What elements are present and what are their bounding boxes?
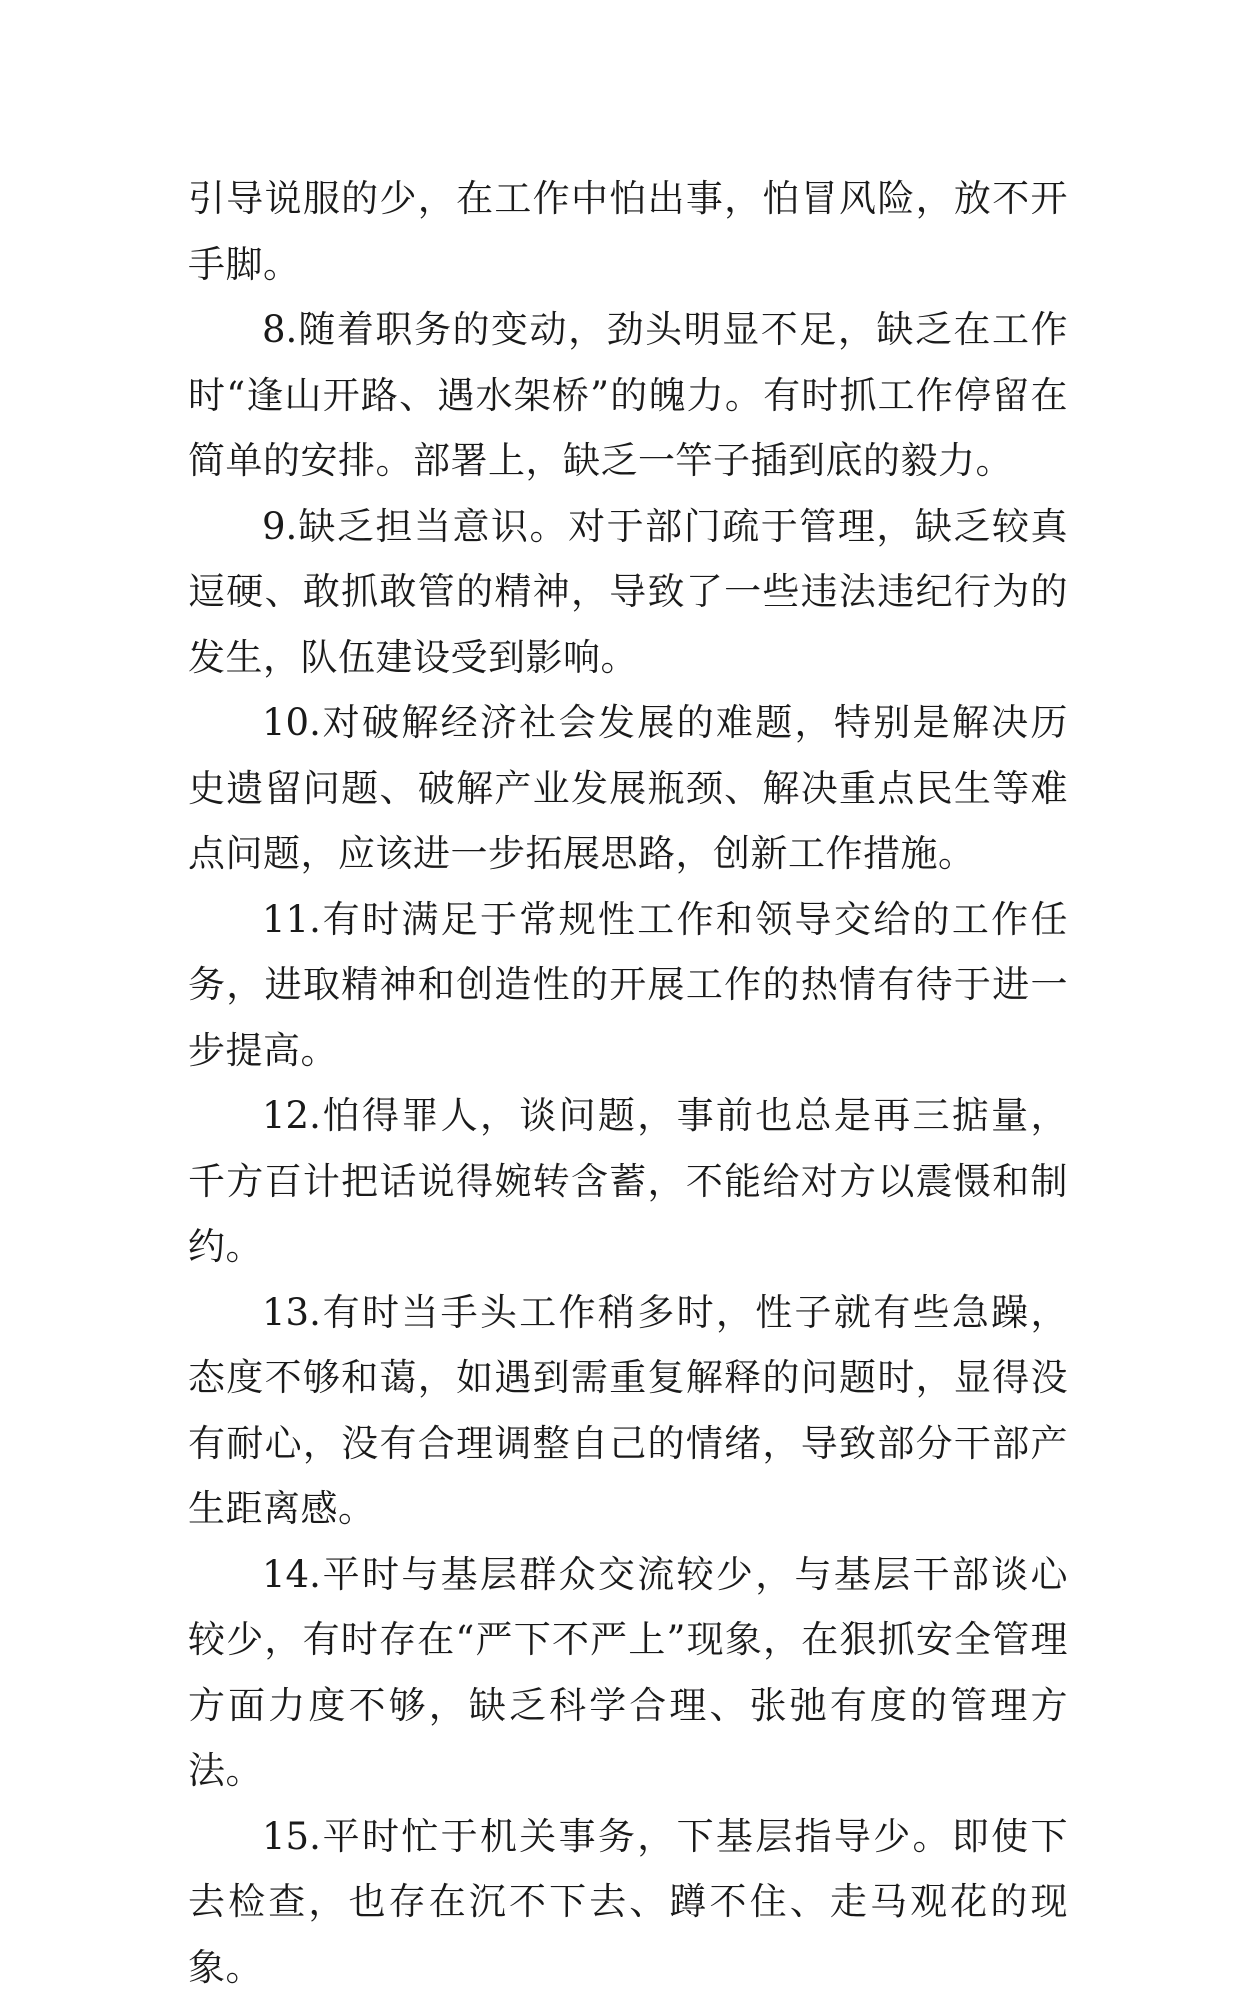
paragraph-item-11 [188, 887, 1068, 1084]
item-number: 13. [262, 1291, 321, 1334]
paragraph-item-13 [188, 1280, 1068, 1542]
paragraph-text: 平时与基层群众交流较少，与基层干部谈心较少，有时存在“严下不严上”现象，在狠抓安全管理方面力度不够，缺乏科学合理、张弛有度的管理方法。 [188, 1553, 1068, 1793]
paragraph-item-15 [188, 1804, 1068, 2000]
item-number: 10. [262, 701, 321, 744]
item-number: 8. [262, 308, 297, 351]
paragraph-item-9 [188, 494, 1068, 691]
paragraph-item-14 [188, 1542, 1068, 1804]
paragraph-text: 有时满足于常规性工作和领导交给的工作任务，进取精神和创造性的开展工作的热情有待于进一步提高。 [188, 898, 1068, 1072]
item-number: 9. [262, 505, 297, 548]
paragraph-text: 缺乏担当意识。对于部门疏于管理，缺乏较真逗硬、敢抓敢管的精神，导致了一些违法违纪行为的发生，队伍建设受到影响。 [188, 505, 1068, 679]
paragraph-item-10 [188, 690, 1068, 887]
item-number: 11. [262, 898, 321, 941]
paragraph-text: 有时当手头工作稍多时，性子就有些急躁，态度不够和蔼，如遇到需重复解释的问题时，显得没有耐心，没有合理调整自己的情绪，导致部分干部产生距离感。 [188, 1291, 1068, 1531]
paragraph-item-8 [188, 297, 1068, 494]
paragraph-text: 平时忙于机关事务，下基层指导少。即使下去检查，也存在沉不下去、蹲不住、走马观花的现象。 [188, 1815, 1068, 1989]
document-body [188, 166, 1068, 2000]
paragraph-item-12 [188, 1083, 1068, 1280]
paragraph [188, 166, 1068, 297]
paragraph-text: 随着职务的变动，劲头明显不足，缺乏在工作时“逢山开路、遇水架桥”的魄力。有时抓工作停留在简单的安排。部署上，缺乏一竿子插到底的毅力。 [188, 308, 1068, 482]
item-number: 12. [262, 1094, 321, 1137]
paragraph-text: 对破解经济社会发展的难题，特别是解决历史遗留问题、破解产业发展瓶颈、解决重点民生等难点问题，应该进一步拓展思路，创新工作措施。 [188, 701, 1068, 875]
paragraph-text: 引导说服的少，在工作中怕出事，怕冒风险，放不开手脚。 [188, 177, 1068, 286]
item-number: 14. [262, 1553, 321, 1596]
paragraph-text: 怕得罪人，谈问题，事前也总是再三掂量，千方百计把话说得婉转含蓄，不能给对方以震慑和制约。 [188, 1094, 1068, 1268]
item-number: 15. [262, 1815, 321, 1858]
